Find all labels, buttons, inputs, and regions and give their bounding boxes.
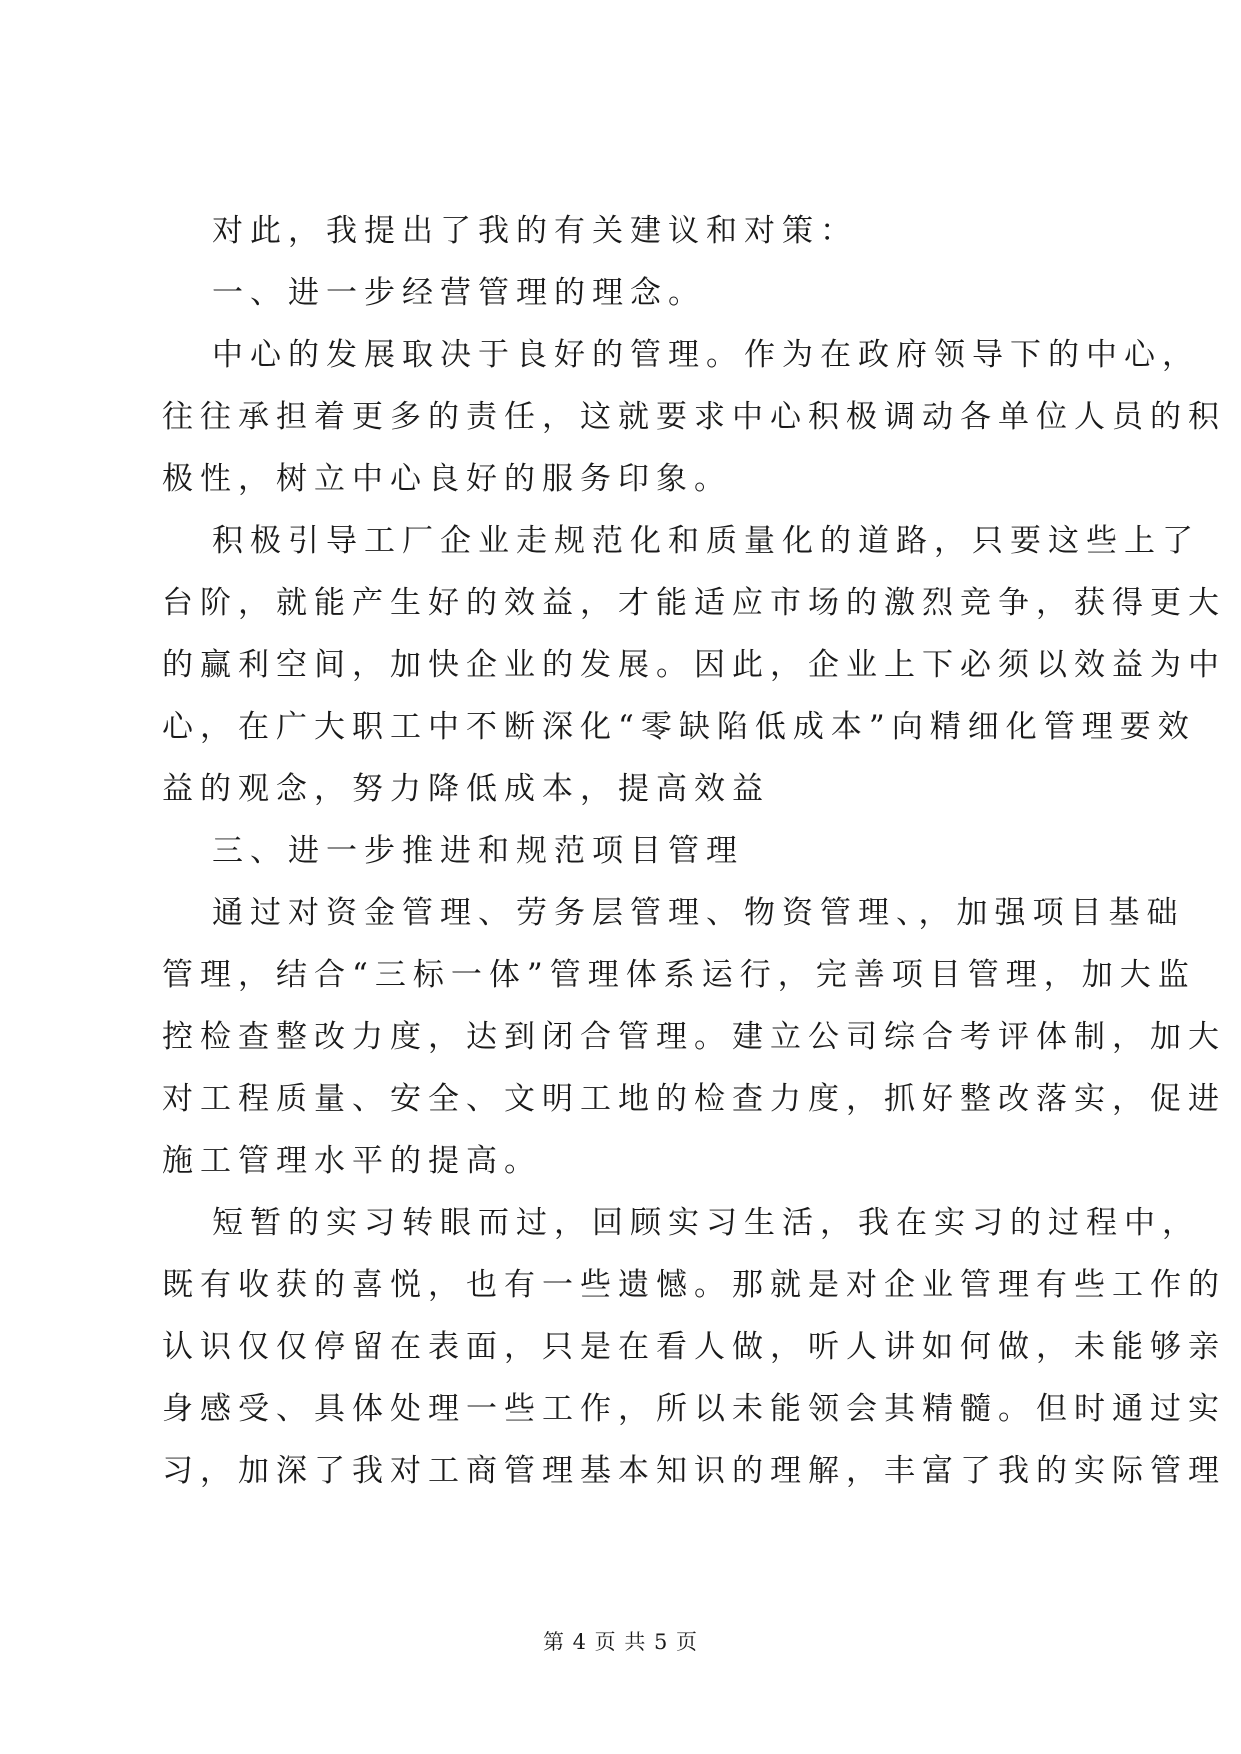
section-heading: 三、进一步推进和规范项目管理 <box>212 833 744 869</box>
paragraph-line: 心，在广大职工中不断深化“零缺陷低成本”向精细化管理要效 <box>162 709 1196 745</box>
paragraph-line: 积极引导工厂企业走规范化和质量化的道路，只要这些上了 <box>212 523 1200 559</box>
paragraph-line: 中心的发展取决于良好的管理。作为在政府领导下的中心， <box>212 337 1200 373</box>
paragraph-line: 施工管理水平的提高。 <box>162 1143 542 1179</box>
page-number-footer: 第 4 页 共 5 页 <box>542 1630 699 1654</box>
paragraph-line: 控检查整改力度，达到闭合管理。建立公司综合考评体制，加大 <box>162 1019 1226 1055</box>
paragraph-line: 对工程质量、安全、文明工地的检查力度，抓好整改落实，促进 <box>162 1081 1226 1117</box>
paragraph-line: 的赢利空间，加快企业的发展。因此，企业上下必须以效益为中 <box>162 647 1226 683</box>
paragraph-line: 往往承担着更多的责任，这就要求中心积极调动各单位人员的积 <box>162 399 1226 435</box>
paragraph-line: 短暂的实习转眼而过，回顾实习生活，我在实习的过程中， <box>212 1205 1200 1241</box>
section-heading: 一、进一步经营管理的理念。 <box>212 275 706 311</box>
paragraph-line: 益的观念，努力降低成本，提高效益 <box>162 771 770 807</box>
paragraph-line: 通过对资金管理、劳务层管理、物资管理、，加强项目基础 <box>212 895 1185 931</box>
paragraph-line: 极性，树立中心良好的服务印象。 <box>162 461 732 497</box>
paragraph-line: 管理，结合“三标一体”管理体系运行，完善项目管理，加大监 <box>162 957 1196 993</box>
paragraph-line: 既有收获的喜悦，也有一些遗憾。那就是对企业管理有些工作的 <box>162 1267 1226 1303</box>
paragraph-line: 对此，我提出了我的有关建议和对策： <box>212 213 858 249</box>
paragraph-line: 台阶，就能产生好的效益，才能适应市场的激烈竞争，获得更大 <box>162 585 1226 621</box>
paragraph-line: 习，加深了我对工商管理基本知识的理解，丰富了我的实际管理 <box>162 1453 1226 1489</box>
paragraph-line: 身感受、具体处理一些工作，所以未能领会其精髓。但时通过实 <box>162 1391 1226 1427</box>
paragraph-line: 认识仅仅停留在表面，只是在看人做，听人讲如何做，未能够亲 <box>162 1329 1226 1365</box>
